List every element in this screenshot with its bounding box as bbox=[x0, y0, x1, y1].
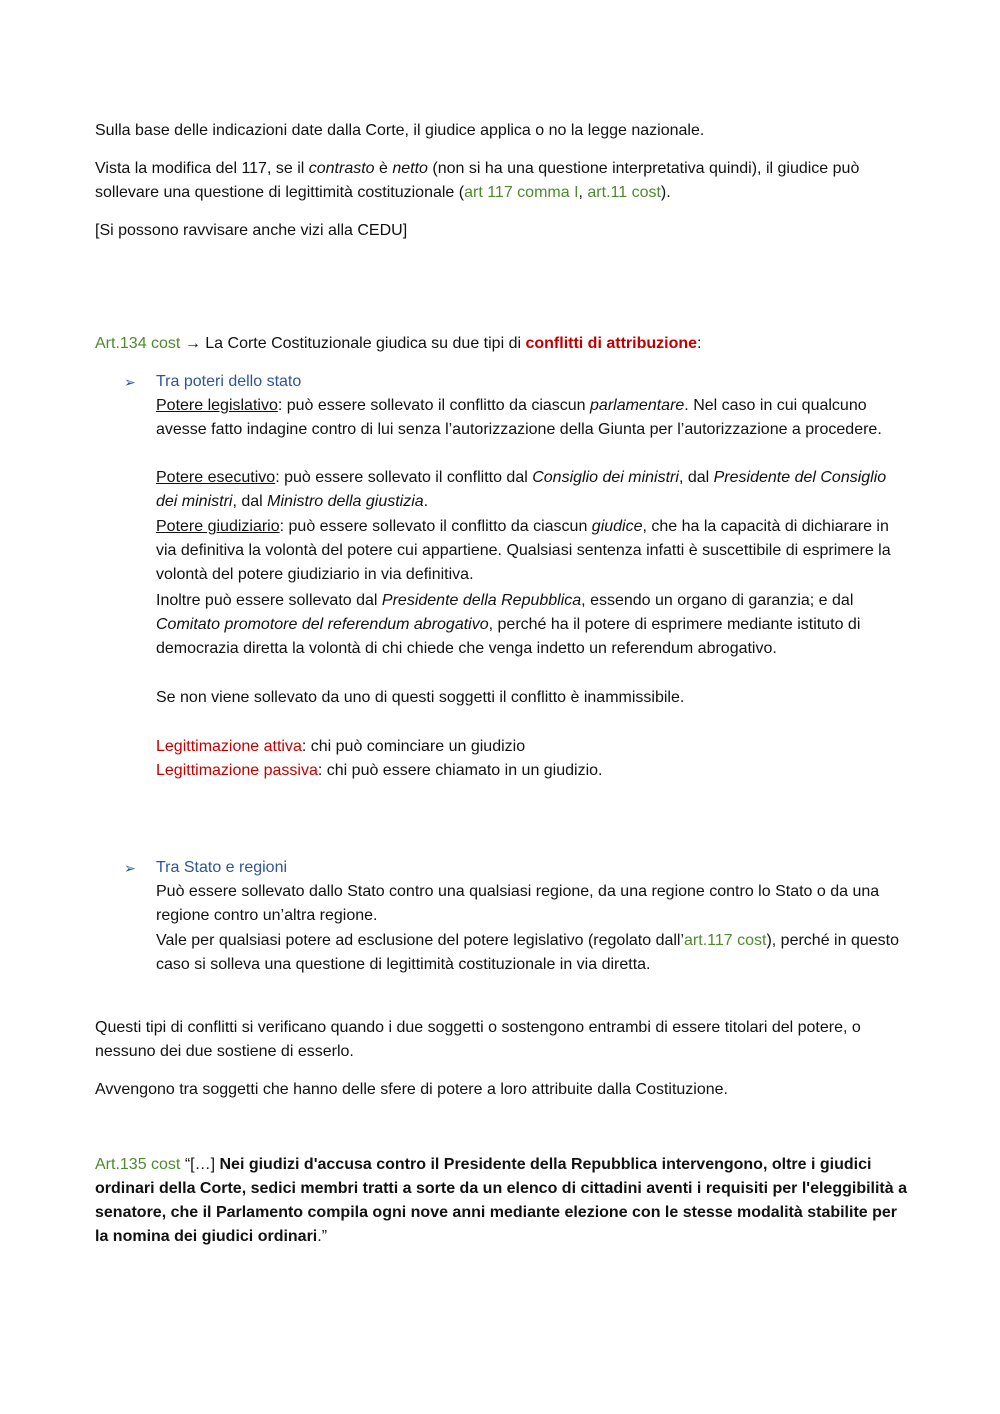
paragraph-cedu: [Si possono ravvisare anche vizi alla CEDU] bbox=[95, 222, 408, 239]
paragraph-sfere-potere: Avvengono tra soggetti che hanno delle sfere di potere a loro attribuite dalla Costituzione. bbox=[95, 1081, 728, 1098]
ref-art117: art 117 comma I bbox=[464, 184, 579, 201]
ref-art134: Art.134 cost bbox=[95, 335, 181, 352]
bullet-title-poteri: Tra poteri dello stato bbox=[156, 373, 302, 390]
block-inoltre: Inoltre può essere sollevato dal Presidente della Repubblica, essendo un organo di garanzia; e dal Comitato promotore del referendum abrogativo, perché ha il potere di esprimere mediante istituto di democrazia diretta la volontà di chi chiede che venga indetto un referendum abrogativo. bbox=[156, 592, 861, 657]
bullet-title-stato-regioni: Tra Stato e regioni bbox=[156, 859, 288, 876]
ref-art11: art.11 cost bbox=[587, 184, 661, 201]
legittimazione-passiva: Legittimazione passiva: chi può essere chiamato in un giudizio. bbox=[156, 762, 603, 779]
arrow-bullet-icon: ➢ bbox=[124, 374, 136, 390]
block-potere-giudiziario: Potere giudiziario: può essere sollevato il conflitto da ciascun giudice, che ha la capacità di dichiarare in via definitiva la volontà del potere cui appartiene. Qualsiasi sentenza infatti è suscettibile di esprimere la volontà del potere giudiziario in via definitiva. bbox=[156, 518, 891, 583]
paragraph-modifica-117: Vista la modifica del 117, se il contrasto è netto (non si ha una questione interpretativa quindi), il giudice può sollevare una questione di legittimità costituzionale (art 117 comma I, art.11 cost). bbox=[95, 160, 860, 201]
paragraph-tipi-conflitti: Questi tipi di conflitti si verificano quando i due soggetti o sostengono entrambi di essere titolari del potere, o nessuno dei due sostiene di esserlo. bbox=[95, 1019, 861, 1060]
highlight-conflitti: conflitti di attribuzione bbox=[525, 335, 698, 352]
arrow-bullet-icon: ➢ bbox=[124, 860, 136, 876]
block-stato-regioni-1: Può essere sollevato dallo Stato contro una qualsiasi regione, da una regione contro lo Stato o da una regione contro un’altra regione. bbox=[156, 883, 880, 924]
legittimazione-attiva: Legittimazione attiva: chi può cominciare un giudizio bbox=[156, 738, 526, 755]
ref-art135: Art.135 cost bbox=[95, 1156, 181, 1173]
block-stato-regioni-2: Vale per qualsiasi potere ad esclusione del potere legislativo (regolato dall’art.117 cost), perché in questo caso si solleva una questione di legittimità costituzionale in via diretta. bbox=[156, 932, 899, 973]
block-inammissibile: Se non viene sollevato da uno di questi soggetti il conflitto è inammissibile. bbox=[156, 689, 685, 706]
block-potere-legislativo: Potere legislativo: può essere sollevato il conflitto da ciascun parlamentare. Nel caso in cui qualcuno avesse fatto indagine contro di lui senza l’autorizzazione della Giunta per l’autorizzazione a procedere. bbox=[156, 397, 882, 438]
arrow-icon: → bbox=[184, 335, 201, 352]
ref-art117-cost: art.117 cost bbox=[684, 932, 767, 949]
paragraph-art134: Art.134 cost → La Corte Costituzionale giudica su due tipi di conflitti di attribuzione: bbox=[95, 335, 702, 352]
block-potere-esecutivo: Potere esecutivo: può essere sollevato il conflitto dal Consiglio dei ministri, dal Presidente del Consiglio dei ministri, dal Ministro della giustizia. bbox=[156, 469, 887, 510]
paragraph-art135: Art.135 cost “[…] Nei giudizi d'accusa contro il Presidente della Repubblica intervengono, oltre i giudici ordinari della Corte, sedici membri tratti a sorte da un elenco di cittadini aventi i requisiti per l'eleggibilità a senatore, che il Parlamento compila ogni nove anni mediante elezione con le stesse modalità stabilite per la nomina dei giudici ordinari.” bbox=[95, 1156, 907, 1245]
paragraph-corte: Sulla base delle indicazioni date dalla Corte, il giudice applica o no la legge nazionale. bbox=[95, 122, 705, 139]
